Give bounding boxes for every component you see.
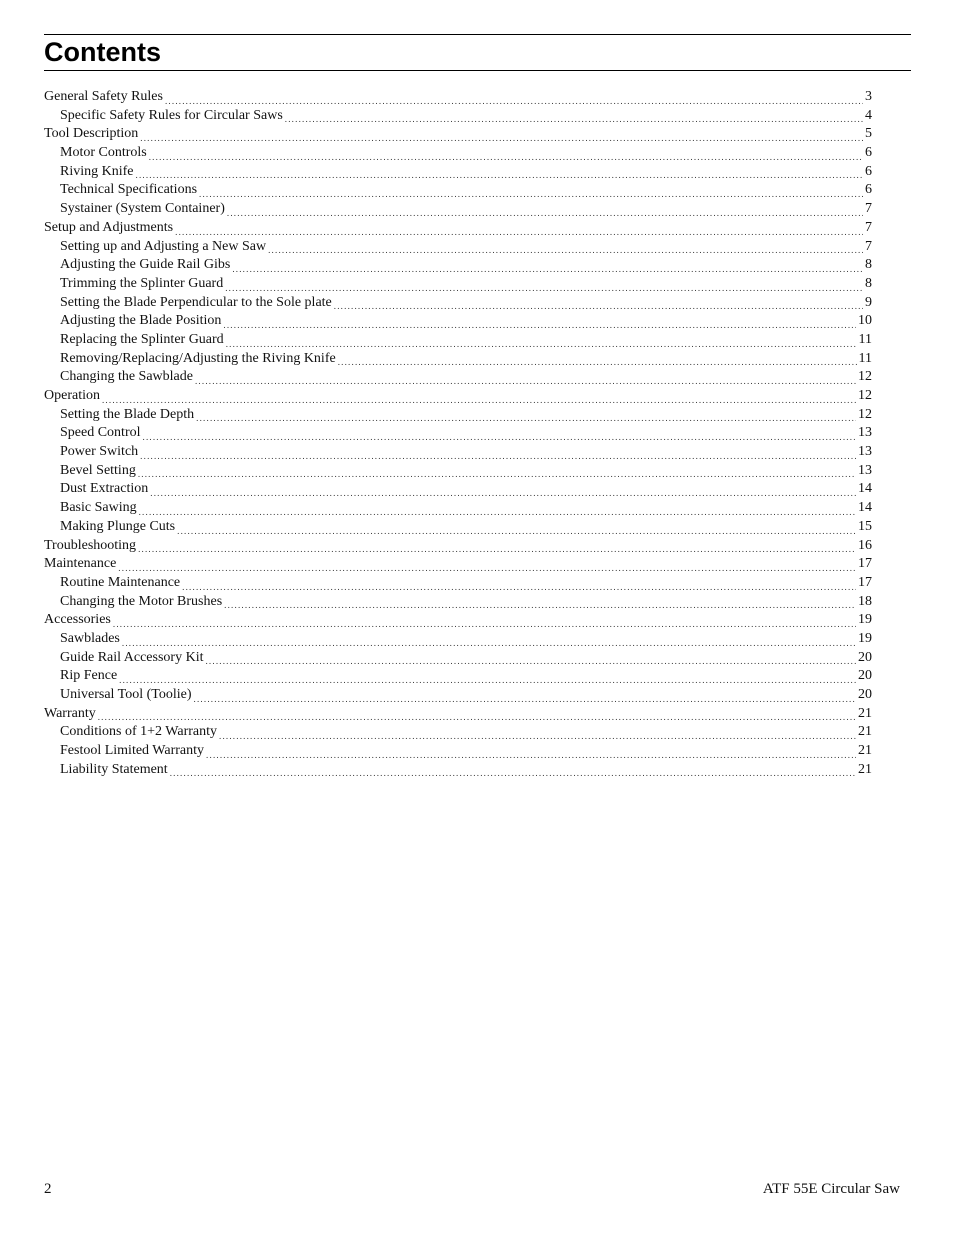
toc-entry-label: Motor Controls (60, 145, 147, 161)
toc-entry-page-number: 7 (865, 238, 872, 254)
toc-entry-label: Tool Description (44, 126, 139, 142)
toc-entry-label: Setup and Adjustments (44, 219, 174, 235)
toc-entry[interactable] (44, 723, 872, 742)
toc-entry-page-number: 19 (858, 612, 872, 628)
toc-entry[interactable] (44, 312, 872, 331)
toc-entry[interactable] (44, 387, 872, 406)
toc-dot-leader (206, 749, 856, 761)
toc-dot-leader (182, 581, 856, 593)
toc-entry-page-number: 12 (858, 388, 872, 403)
toc-entry-label: Adjusting the Guide Rail Gibs (60, 257, 231, 273)
toc-entry-label: Setting up and Adjusting a New Saw (60, 238, 267, 254)
toc-dot-leader (165, 95, 863, 107)
toc-dot-leader (219, 730, 856, 742)
toc-entry-page-number: 9 (865, 294, 872, 310)
toc-entry[interactable] (44, 144, 872, 163)
title-block (44, 34, 911, 71)
toc-entry-page-number: 21 (858, 724, 872, 740)
toc-dot-leader (139, 506, 856, 518)
toc-entry-page-number: 21 (858, 705, 872, 721)
toc-dot-leader (195, 375, 856, 387)
page-title: Contents (44, 37, 161, 67)
toc-entry-page-number: 3 (865, 89, 872, 104)
toc-entry-page-number: 6 (865, 182, 872, 198)
toc-entry-page-number: 21 (858, 743, 872, 759)
toc-entry-label: Guide Rail Accessory Kit (60, 649, 204, 665)
toc-entry[interactable] (44, 275, 872, 294)
toc-entry-page-number: 18 (858, 593, 872, 609)
toc-entry-label: Speed Control (60, 425, 141, 441)
toc-entry[interactable] (44, 406, 872, 425)
toc-dot-leader (225, 282, 863, 294)
toc-entry[interactable] (44, 667, 872, 686)
toc-dot-leader (102, 394, 856, 406)
toc-entry-page-number: 12 (858, 369, 872, 385)
toc-entry-page-number: 15 (858, 518, 872, 534)
toc-entry[interactable] (44, 574, 872, 593)
toc-entry-page-number: 17 (858, 556, 872, 572)
toc-entry[interactable] (44, 462, 872, 481)
toc-entry[interactable] (44, 593, 872, 612)
toc-entry-page-number: 16 (858, 537, 872, 553)
toc-entry[interactable] (44, 537, 872, 556)
toc-entry-label: Warranty (44, 705, 96, 721)
toc-entry-page-number: 20 (858, 649, 872, 665)
toc-entry[interactable] (44, 705, 872, 724)
toc-entry[interactable] (44, 761, 872, 780)
toc-entry-label: Adjusting the Blade Position (60, 313, 222, 329)
toc-dot-leader (177, 525, 856, 537)
footer-page-number: 2 (44, 1181, 52, 1197)
toc-dot-leader (143, 431, 857, 443)
toc-entry-label: Trimming the Splinter Guard (60, 275, 224, 291)
toc-entry-page-number: 6 (865, 163, 872, 179)
toc-dot-leader (140, 450, 856, 462)
toc-entry[interactable] (44, 443, 872, 462)
toc-entry[interactable] (44, 125, 872, 144)
toc-entry-label: Maintenance (44, 556, 117, 572)
toc-entry[interactable] (44, 499, 872, 518)
toc-entry-page-number: 20 (858, 687, 872, 702)
footer-document-title: ATF 55E Circular Saw (762, 1181, 900, 1197)
toc-entry[interactable] (44, 424, 872, 443)
toc-dot-leader (232, 263, 863, 275)
toc-entry-page-number: 11 (858, 331, 872, 347)
toc-entry[interactable] (44, 611, 872, 630)
toc-dot-leader (268, 244, 863, 256)
toc-entry-page-number: 5 (865, 126, 872, 142)
toc-dot-leader (205, 655, 856, 667)
toc-entry-label: Specific Safety Rules for Circular Saws (60, 107, 283, 123)
toc-entry[interactable] (44, 238, 872, 257)
toc-entry-page-number: 19 (858, 630, 872, 646)
toc-entry[interactable] (44, 107, 872, 126)
toc-entry[interactable] (44, 331, 872, 350)
toc-entry-label: Operation (44, 388, 100, 403)
toc-entry[interactable] (44, 630, 872, 649)
toc-entry-label: Liability Statement (60, 761, 168, 777)
toc-dot-leader (334, 300, 863, 312)
toc-entry[interactable] (44, 88, 872, 107)
toc-entry[interactable] (44, 480, 872, 499)
toc-dot-leader (138, 468, 856, 480)
toc-entry-label: General Safety Rules (44, 89, 163, 104)
toc-dot-leader (224, 599, 856, 611)
toc-entry-label: Universal Tool (Toolie) (60, 687, 192, 702)
toc-entry-page-number: 10 (858, 313, 872, 329)
toc-entry[interactable] (44, 742, 872, 761)
toc-dot-leader (140, 132, 863, 144)
toc-dot-leader (199, 188, 863, 200)
toc-dot-leader (98, 711, 856, 723)
toc-dot-leader (119, 674, 856, 686)
toc-entry-page-number: 13 (858, 444, 872, 460)
toc-entry-page-number: 11 (858, 350, 872, 366)
toc-entry-label: Conditions of 1+2 Warranty (60, 724, 217, 740)
toc-entry-label: Removing/Replacing/Adjusting the Riving Knife (60, 350, 336, 366)
toc-entry-label: Changing the Motor Brushes (60, 593, 223, 609)
toc-entry-label: Riving Knife (60, 163, 134, 179)
toc-entry[interactable] (44, 350, 872, 369)
toc-entry-page-number: 14 (858, 481, 872, 497)
toc-entry[interactable] (44, 368, 872, 387)
toc-entry-page-number: 7 (865, 219, 872, 235)
toc-entry-label: Replacing the Splinter Guard (60, 331, 224, 347)
toc-entry-page-number: 6 (865, 145, 872, 161)
toc-entry-label: Changing the Sawblade (60, 369, 193, 385)
toc-entry-label: Power Switch (60, 444, 139, 460)
toc-entry-label: Technical Specifications (60, 182, 198, 198)
toc-dot-leader (122, 637, 856, 649)
toc-entry-page-number: 21 (858, 761, 872, 777)
toc-entry[interactable] (44, 181, 872, 200)
toc-entry-page-number: 8 (865, 275, 872, 291)
toc-entry-page-number: 4 (865, 107, 872, 123)
toc-entry-label: Basic Sawing (60, 500, 137, 516)
toc-entry-label: Accessories (44, 612, 111, 628)
toc-entry-page-number: 17 (858, 574, 872, 590)
toc-dot-leader (170, 767, 856, 779)
toc-entry-page-number: 20 (858, 668, 872, 684)
toc-entry-page-number: 13 (858, 425, 872, 441)
toc-dot-leader (113, 618, 856, 630)
toc-entry-label: Making Plunge Cuts (60, 518, 176, 534)
toc-entry-page-number: 8 (865, 257, 872, 273)
toc-entry[interactable] (44, 256, 872, 275)
toc-entry-page-number: 12 (858, 406, 872, 422)
toc-entry[interactable] (44, 686, 872, 705)
toc-entry[interactable] (44, 649, 872, 668)
toc-dot-leader (196, 412, 856, 424)
toc-entry[interactable] (44, 163, 872, 182)
toc-dot-leader (285, 113, 863, 125)
toc-entry-label: Sawblades (60, 630, 120, 646)
toc-dot-leader (149, 151, 863, 163)
toc-entry-label: Systainer (System Container) (60, 201, 225, 217)
toc-entry-page-number: 13 (858, 462, 872, 478)
toc-entry[interactable] (44, 219, 872, 238)
toc-dot-leader (150, 487, 856, 499)
toc-dot-leader (138, 543, 856, 555)
toc-entry[interactable] (44, 555, 872, 574)
toc-dot-leader (136, 169, 864, 181)
toc-entry-label: Rip Fence (60, 668, 118, 684)
toc-entry[interactable] (44, 200, 872, 219)
toc-entry-page-number: 14 (858, 500, 872, 516)
toc-dot-leader (227, 207, 863, 219)
toc-entry-label: Routine Maintenance (60, 574, 181, 590)
toc-dot-leader (226, 338, 857, 350)
table-of-contents (44, 88, 872, 779)
toc-dot-leader (194, 693, 856, 705)
toc-dot-leader (223, 319, 856, 331)
toc-entry[interactable] (44, 518, 872, 537)
toc-dot-leader (175, 226, 863, 238)
toc-entry[interactable] (44, 294, 872, 313)
toc-dot-leader (118, 562, 856, 574)
toc-entry-label: Troubleshooting (44, 537, 137, 553)
toc-entry-page-number: 7 (865, 201, 872, 217)
toc-entry-label: Dust Extraction (60, 481, 149, 497)
toc-entry-label: Festool Limited Warranty (60, 743, 205, 759)
toc-entry-label: Bevel Setting (60, 462, 136, 478)
toc-entry-label: Setting the Blade Perpendicular to the Sole plate (60, 294, 332, 310)
toc-dot-leader (338, 356, 857, 368)
toc-entry-label: Setting the Blade Depth (60, 406, 195, 422)
